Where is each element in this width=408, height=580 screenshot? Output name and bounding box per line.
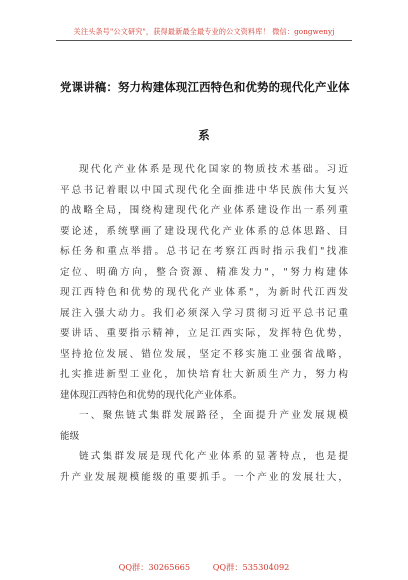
body-line: 展注入强大动力。我们必须深入学习贯彻习近平总书记重	[60, 307, 348, 319]
body-line: 标任务和重点举措。总书记在考察江西时指示我们"找准	[60, 246, 348, 257]
body-line: 现江西特色和优势的现代化产业体系"，为新时代江西发	[60, 287, 348, 298]
header-banner: 关注头条号"公文研究"，获得最新最全最专业的公文资料库！ 微信：gongwenyj	[73, 27, 335, 36]
body-line: 建体现江西特色和优势的现代化产业体系。	[60, 389, 243, 401]
body-line: 链式集群发展是现代化产业体系的显著特点，也是提	[79, 451, 348, 462]
body-line: 要讲话、重要指示精神，立足江西实际，发挥特色优势，	[60, 328, 348, 339]
document-body	[60, 160, 348, 488]
section-heading-continuation: 能级	[60, 430, 80, 442]
body-line: 要论述，系统擘画了建设现代化产业体系的总体思路、目	[60, 225, 348, 237]
body-line: 升产业发展规模能级的重要抓手。一个产业的发展壮大，	[60, 471, 348, 483]
body-line: 平总书记着眼以中国式现代化全面推进中华民族伟大复兴	[60, 184, 348, 196]
footer-qq-group-2: QQ群：535304092	[212, 562, 290, 572]
body-line: 坚持抢位发展、错位发展，坚定不移实施工业强省战略，	[60, 348, 348, 360]
body-line: 定位、明确方向，整合资源、精准发力"，"努力构建体	[60, 266, 348, 278]
body-line: 的战略全局，围绕构建现代化产业体系建设作出一系列重	[60, 205, 348, 216]
document-title-continuation: 系	[198, 128, 210, 142]
footer-qq-group-1: QQ群：30265665	[118, 562, 191, 572]
footer-contact	[0, 562, 408, 573]
section-heading: 一、聚焦链式集群发展路径，全面提升产业发展规模	[79, 410, 348, 421]
document-title: 党课讲稿：努力构建体现江西特色和优势的现代化产业体	[60, 80, 350, 94]
body-line: 现代化产业体系是现代化国家的物质技术基础。习近	[79, 164, 348, 175]
header-divider	[56, 40, 352, 41]
body-line: 扎实推进新型工业化，加快培育壮大新质生产力，努力构	[60, 369, 348, 380]
